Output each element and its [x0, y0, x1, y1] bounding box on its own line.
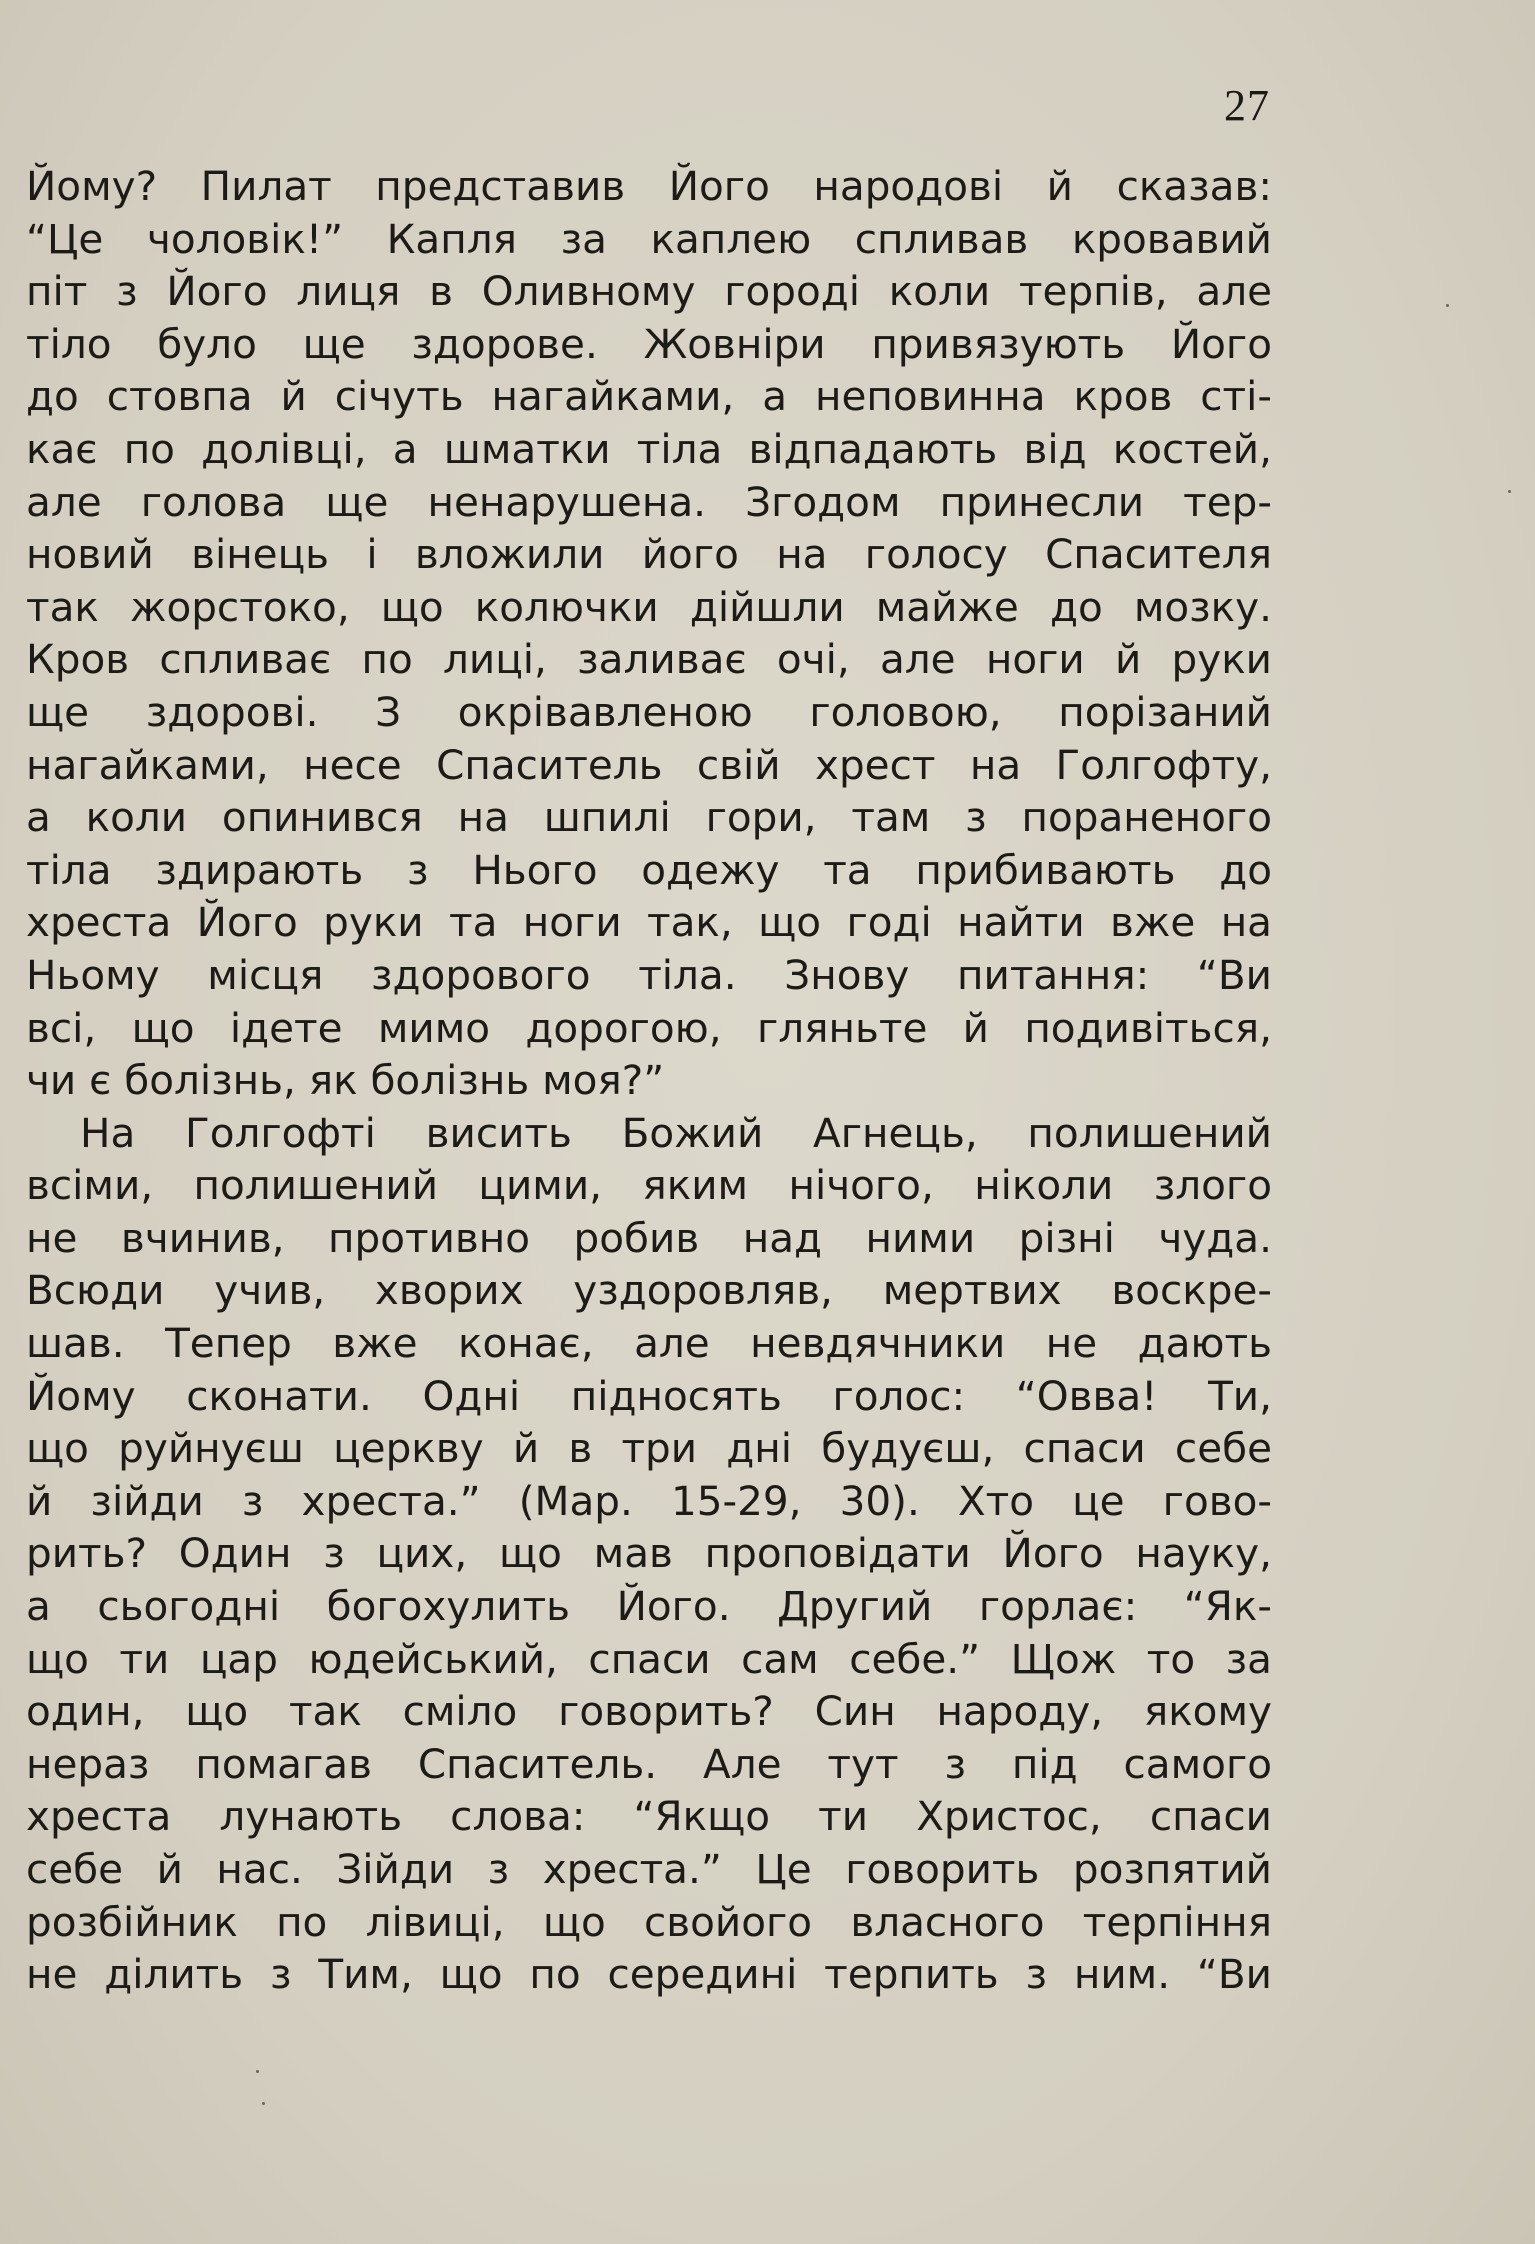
text-line: хреста лунають слова: “Якщо ти Христос, спаси	[26, 1792, 1272, 1841]
text-line: й зійди з хреста.” (Мар. 15-29, 30). Хто це гово-	[26, 1476, 1272, 1525]
text-line: себе й нас. Зійди з хреста.” Це говорить розпятий	[26, 1845, 1272, 1893]
page-number: 27	[1224, 81, 1270, 130]
text-line: піт з Його лиця в Оливному городі коли терпів, але	[26, 267, 1272, 316]
paragraph-2	[26, 1107, 1272, 2001]
text-line: новий вінець і вложили його на голосу Спасителя	[26, 530, 1272, 579]
text-line: чи є болізнь, як болізнь моя?”	[26, 1056, 665, 1105]
text-line: а коли опинився на шпилі гори, там з пораненого	[26, 793, 1272, 842]
text-line: Йому сконати. Одні підносять голос: “Овва! Ти,	[26, 1371, 1272, 1420]
text-line: хреста Його руки та ноги так, що годі найти вже на	[26, 898, 1272, 947]
text-line: рить? Один з цих, що мав проповідати Його науку,	[26, 1529, 1272, 1578]
text-line: Ньому місця здорового тіла. Знову питання: “Ви	[26, 950, 1272, 999]
text-line: ще здорові. З окрівавленою головою, порізаний	[26, 687, 1272, 736]
text-line: тіла здирають з Нього одежу та прибивають до	[26, 845, 1272, 894]
text-line: шав. Тепер вже конає, але невдячники не дають	[26, 1319, 1272, 1368]
text-line: розбійник по лівиці, що свойого власного терпіння	[26, 1897, 1272, 1946]
text-line: всі, що ідете мимо дорогою, гляньте й подивіться,	[26, 1003, 1272, 1052]
paragraph-1	[26, 160, 1272, 1107]
paper-speck	[1446, 304, 1449, 307]
text-line: один, що так сміло говорить? Син народу, якому	[26, 1687, 1272, 1736]
text-line: Кров спливає по лиці, заливає очі, але ноги й руки	[26, 635, 1272, 684]
text-line: не вчинив, противно робив над ними різні чуда.	[26, 1213, 1272, 1262]
text-line: так жорстоко, що колючки дійшли майже до мозку.	[26, 582, 1272, 631]
text-line: не ділить з Тим, що по середині терпить з ним. “Ви	[26, 1950, 1272, 1999]
text-line: а сьогодні богохулить Його. Другий горлає: “Як-	[26, 1582, 1272, 1631]
paper-speck	[262, 2102, 265, 2105]
text-line: що руйнуєш церкву й в три дні будуєш, спаси себе	[26, 1424, 1272, 1473]
text-line: нагайками, несе Спаситель свій хрест на Голгофту,	[26, 740, 1272, 789]
text-line: тіло було ще здорове. Жовніри привязують Його	[26, 319, 1272, 368]
text-line: На Голгофті висить Божий Агнець, полишений	[80, 1108, 1272, 1157]
text-line: нераз помагав Спаситель. Але тут з під самого	[26, 1739, 1272, 1788]
text-line: до стовпа й січуть нагайками, а неповинна кров сті-	[26, 372, 1272, 421]
text-line: але голова ще ненарушена. Згодом принесли тер-	[26, 477, 1272, 526]
body-text	[26, 160, 1272, 2001]
text-line: всіми, полишений цими, яким нічого, ніколи злого	[26, 1161, 1272, 1210]
text-line: Йому? Пилат представив Його народові й сказав:	[26, 162, 1272, 210]
text-line: Всюди учив, хворих уздоровляв, мертвих воскре-	[26, 1266, 1272, 1315]
text-line: “Це чоловік!” Капля за каплею спливав кровавий	[26, 214, 1272, 263]
text-line: що ти цар юдейський, спаси сам себе.” Щож то за	[26, 1634, 1272, 1683]
paper-speck	[256, 2070, 259, 2073]
text-line: кає по долівці, а шматки тіла відпадають від костей,	[26, 424, 1272, 473]
paper-speck	[1508, 490, 1511, 493]
